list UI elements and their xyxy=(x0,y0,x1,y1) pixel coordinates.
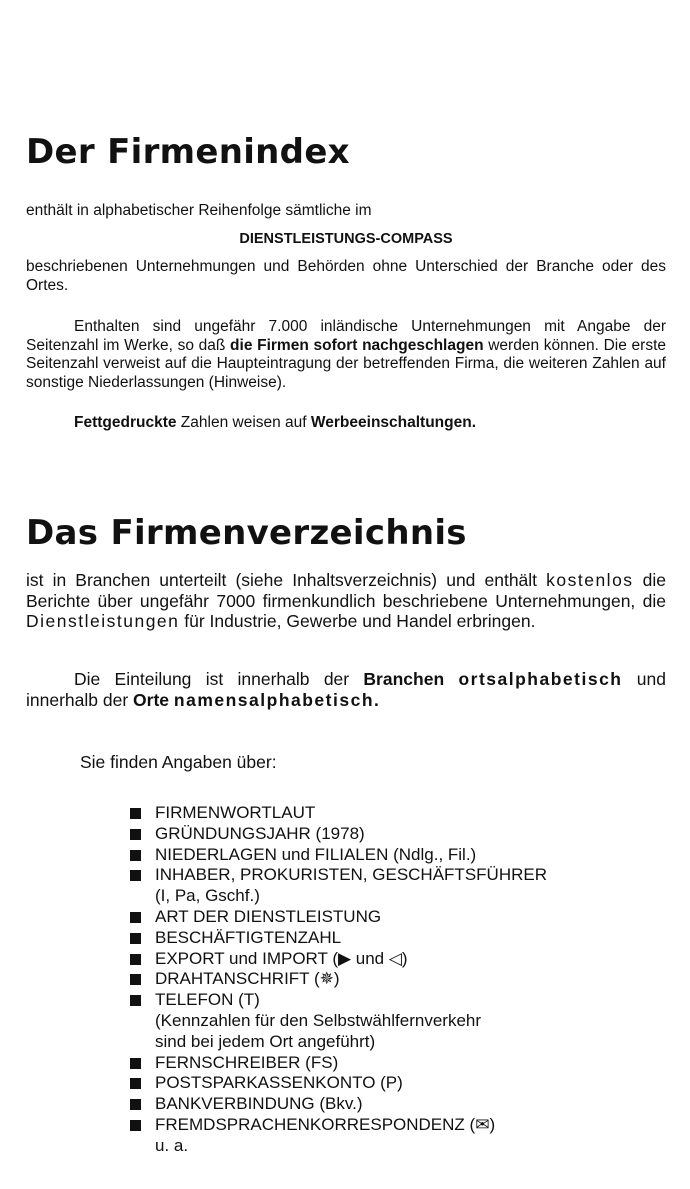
p2-text-a: Die Einteilung ist innerhalb der xyxy=(74,669,364,689)
firmenverzeichnis-paragraph2 xyxy=(26,669,666,710)
list-item-subline: (Kennzahlen für den Selbstwählfernverkehr xyxy=(155,1010,482,1030)
list-item-label: FERNSCHREIBER (FS) xyxy=(155,1052,339,1072)
firmenindex-line1: enthält in alphabetischer Reihenfolge sämtliche im xyxy=(26,202,372,219)
fett-mid: Zahlen weisen auf xyxy=(176,414,311,431)
square-bullet-icon xyxy=(130,995,141,1006)
list-item xyxy=(130,1053,650,1074)
compass-title: DIENSTLEISTUNGS-COMPASS xyxy=(239,231,453,247)
list-item xyxy=(130,907,650,928)
list-item-subline: sind bei jedem Ort angeführt) xyxy=(155,1031,376,1051)
square-bullet-icon xyxy=(130,974,141,985)
list-item-label: FIRMENWORTLAUT xyxy=(155,803,316,822)
para-text-a: Enthalten sind ungefähr 7.000 inländische Unternehmungen mit Angabe der Seitenzahl im Werke, so daß xyxy=(26,318,666,354)
p2-text-b: und innerhalb der xyxy=(26,669,666,710)
list-item-label: POSTSPARKASSENKONTO (P) xyxy=(155,1073,403,1093)
fettgedruckte-note xyxy=(26,414,666,433)
firmenindex-paragraph xyxy=(26,318,666,392)
list-item xyxy=(130,845,650,866)
list-item-label: EXPORT und IMPORT (▶ und ◁) xyxy=(155,948,408,968)
fett-bold: Fettgedruckte xyxy=(74,414,177,431)
list-item-label: BANKVERBINDUNG (Bkv.) xyxy=(155,1094,363,1114)
heading-firmenindex: Der Firmenindex xyxy=(26,132,350,172)
p1-spaced2: Dienstleistungen xyxy=(26,611,180,631)
fett-bold2: Werbeeinschaltungen. xyxy=(310,414,477,431)
para-text-b: werden können. Die erste Seitenzahl verweist auf die Haupteintragung der betreffenden Firma, die weiteren Zahlen auf sonstige Niederlassungen (Hinweise). xyxy=(26,336,666,391)
list-item-label: ART DER DIENSTLEISTUNG xyxy=(155,906,382,926)
list-item xyxy=(130,824,650,845)
square-bullet-icon xyxy=(130,808,141,819)
p2-spaced1: ortsalphabetisch xyxy=(458,669,623,689)
square-bullet-icon xyxy=(130,912,141,923)
p1-text-b: die Berichte über ungefähr 7000 firmenkundlich beschriebene Unternehmungen, die xyxy=(26,570,666,611)
square-bullet-icon xyxy=(130,1099,141,1110)
p2-spaced2: namensalphabetisch. xyxy=(173,689,381,710)
p2-bold1: Branchen xyxy=(363,669,445,689)
list-item-label: DRAHTANSCHRIFT (✵) xyxy=(155,969,340,989)
list-item-label: GRÜNDUNGSJAHR (1978) xyxy=(155,823,365,843)
firmenindex-line2: beschriebenen Unternehmungen und Behörden ohne Unterschied der Branche oder des Ortes. xyxy=(26,258,666,294)
square-bullet-icon xyxy=(130,954,141,965)
list-item-label: TELEFON (T) xyxy=(155,990,260,1010)
list-item xyxy=(130,803,650,824)
p1-text-a: ist in Branchen unterteilt (siehe Inhaltsverzeichnis) und enthält xyxy=(26,570,547,590)
square-bullet-icon xyxy=(130,1058,141,1069)
list-item-subline: (I, Pa, Gschf.) xyxy=(155,886,260,906)
list-item xyxy=(130,1115,650,1136)
list-item xyxy=(130,990,650,1052)
square-bullet-icon xyxy=(130,850,141,861)
intro-text: Sie finden Angaben über: xyxy=(80,752,277,772)
p1-spaced1: kostenlos xyxy=(546,570,634,590)
list-item xyxy=(130,1073,650,1094)
square-bullet-icon xyxy=(130,870,141,881)
p2-bold2: Orte xyxy=(133,689,170,710)
square-bullet-icon xyxy=(130,933,141,944)
list-item xyxy=(130,949,650,970)
list-footer-ua: u. a. xyxy=(155,1135,189,1155)
para-bold: die Firmen sofort nachgeschlagen xyxy=(230,336,484,354)
list-item xyxy=(130,1094,650,1115)
heading-firmenverzeichnis: Das Firmenverzeichnis xyxy=(26,513,467,553)
square-bullet-icon xyxy=(130,1078,141,1089)
square-bullet-icon xyxy=(130,1120,141,1131)
list-item xyxy=(130,969,650,990)
list-item xyxy=(130,865,650,907)
info-list xyxy=(130,803,650,1157)
list-item-label: FREMDSPRACHENKORRESPONDENZ (✉) xyxy=(155,1114,496,1134)
p1-text-c: für Industrie, Gewerbe und Handel erbringen. xyxy=(179,611,536,631)
list-item-label: INHABER, PROKURISTEN, GESCHÄFTSFÜHRER xyxy=(155,865,547,885)
list-item-label: BESCHÄFTIGTENZAHL xyxy=(155,927,342,947)
square-bullet-icon xyxy=(130,829,141,840)
list-item-label: NIEDERLAGEN und FILIALEN (Ndlg., Fil.) xyxy=(155,844,477,864)
list-item xyxy=(130,928,650,949)
firmenverzeichnis-paragraph1 xyxy=(26,570,666,632)
